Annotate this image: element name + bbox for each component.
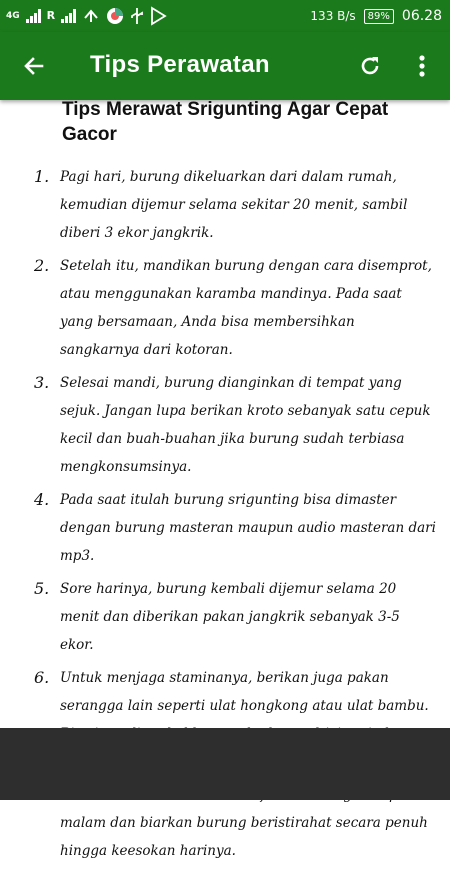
article-content[interactable] xyxy=(0,99,450,859)
network-speed: 133 B/s xyxy=(310,9,356,23)
clock: 06.28 xyxy=(401,8,442,24)
navigation-bar xyxy=(0,728,450,800)
app-icon xyxy=(106,7,124,25)
app-title: Tips Perawatan xyxy=(90,51,270,78)
list-item xyxy=(0,486,450,570)
item-number: 1. xyxy=(34,167,50,186)
status-left xyxy=(6,6,166,26)
status-bar xyxy=(0,0,450,32)
network-type-label: 4G xyxy=(6,11,20,21)
item-text: Untuk menjaga staminanya, berikan juga pakan serangga lain seperti ulat hongkong atau ulat bambu. xyxy=(60,670,429,714)
more-vert-icon xyxy=(418,54,426,78)
signal-icon xyxy=(26,9,41,23)
silent-icon xyxy=(82,8,100,24)
more-options-button[interactable] xyxy=(406,50,438,82)
article-heading: Tips Merawat Srigunting Agar Cepat Gacor xyxy=(62,99,389,145)
item-text: Selesai mandi, burung dianginkan di tempat yang sejuk. Jangan lupa berikan kroto sebanyak satu cepuk kecil dan buah-buahan jika burung sudah terbiasa mengkonsumsinya. xyxy=(60,375,431,475)
item-text: Sore harinya, burung kembali dijemur selama 20 menit dan diberikan pakan jangkrik sebanyak 3-5 ekor. xyxy=(60,581,400,653)
item-number: 5. xyxy=(34,579,50,598)
list-item xyxy=(0,369,450,481)
list-item xyxy=(0,163,450,247)
item-text: Pagi hari, burung dikeluarkan dari dalam rumah, kemudian dijemur selama sekitar 20 menit, sambil diberi 3 ekor jangkrik. xyxy=(60,169,408,241)
app-bar xyxy=(0,32,450,100)
list-item xyxy=(0,252,450,364)
back-button[interactable] xyxy=(18,50,50,82)
signal-icon-2 xyxy=(61,9,76,23)
sim2-label: R xyxy=(46,9,56,22)
item-text: Setelah itu, mandikan burung dengan cara disemprot, atau menggunakan karamba mandinya. Pada saat yang bersamaan, Anda bisa membersihkan sangkarnya dari kotoran. xyxy=(60,258,432,358)
item-text: malam dan biarkan burung beristirahat secara penuh hingga keesokan harinya. xyxy=(60,815,428,859)
battery-indicator: 89% xyxy=(364,9,394,24)
item-text: Pada saat itulah burung srigunting bisa dimaster dengan burung masteran maupun audio masteran dari mp3. xyxy=(60,492,436,564)
usb-icon xyxy=(130,7,144,25)
refresh-icon xyxy=(358,54,382,78)
item-number: 3. xyxy=(34,373,50,392)
refresh-button[interactable] xyxy=(354,50,386,82)
play-store-icon xyxy=(150,7,166,25)
list-item xyxy=(0,575,450,659)
item-number: 4. xyxy=(34,490,50,509)
status-right xyxy=(310,6,442,26)
item-number: 6. xyxy=(34,668,50,687)
item-number: 2. xyxy=(34,256,50,275)
back-arrow-icon xyxy=(22,54,46,78)
